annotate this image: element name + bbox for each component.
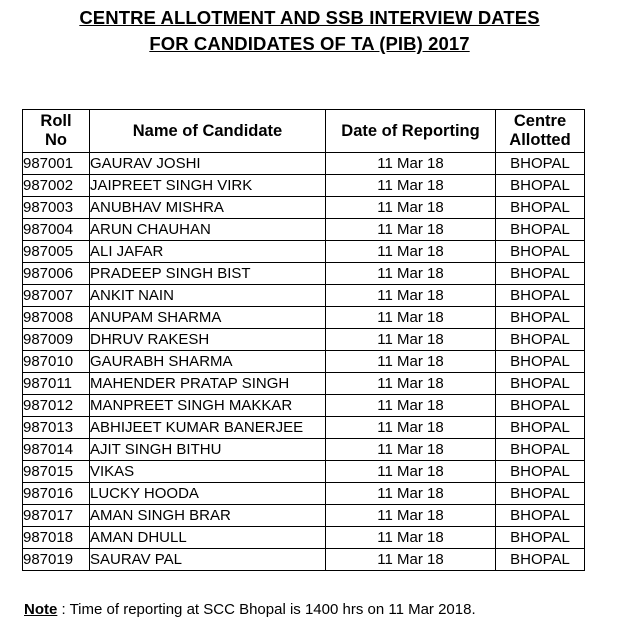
table-row bbox=[23, 307, 585, 329]
reporting-date-cell: 11 Mar 18 bbox=[326, 549, 496, 571]
table-row bbox=[23, 461, 585, 483]
roll-no-cell: 987006 bbox=[23, 263, 90, 285]
table-row bbox=[23, 395, 585, 417]
centre-cell: BHOPAL bbox=[496, 417, 585, 439]
centre-cell: BHOPAL bbox=[496, 285, 585, 307]
roll-no-cell: 987007 bbox=[23, 285, 90, 307]
roll-no-cell: 987004 bbox=[23, 219, 90, 241]
reporting-date-cell: 11 Mar 18 bbox=[326, 483, 496, 505]
column-header-roll-no bbox=[23, 110, 90, 153]
table-row bbox=[23, 329, 585, 351]
centre-cell: BHOPAL bbox=[496, 439, 585, 461]
column-header-date: Date of Reporting bbox=[326, 110, 496, 153]
centre-header-line-1: Centre bbox=[513, 112, 567, 130]
roll-no-cell: 987011 bbox=[23, 373, 90, 395]
centre-cell: BHOPAL bbox=[496, 263, 585, 285]
roll-no-cell: 987012 bbox=[23, 395, 90, 417]
reporting-date-cell: 11 Mar 18 bbox=[326, 373, 496, 395]
centre-cell: BHOPAL bbox=[496, 307, 585, 329]
reporting-date-cell: 11 Mar 18 bbox=[326, 461, 496, 483]
centre-cell: BHOPAL bbox=[496, 351, 585, 373]
candidate-name-cell: SAURAV PAL bbox=[90, 549, 326, 571]
candidate-name-cell: DHRUV RAKESH bbox=[90, 329, 326, 351]
candidate-name-cell: AJIT SINGH BITHU bbox=[90, 439, 326, 461]
page-title-line-1: CENTRE ALLOTMENT AND SSB INTERVIEW DATES bbox=[79, 7, 540, 28]
candidate-name-cell: VIKAS bbox=[90, 461, 326, 483]
centre-cell: BHOPAL bbox=[496, 505, 585, 527]
roll-no-cell: 987013 bbox=[23, 417, 90, 439]
roll-no-cell: 987001 bbox=[23, 153, 90, 175]
note-label: Note bbox=[24, 601, 58, 618]
roll-no-cell: 987019 bbox=[23, 549, 90, 571]
reporting-date-cell: 11 Mar 18 bbox=[326, 153, 496, 175]
centre-cell: BHOPAL bbox=[496, 197, 585, 219]
centre-cell: BHOPAL bbox=[496, 241, 585, 263]
centre-cell: BHOPAL bbox=[496, 329, 585, 351]
roll-no-cell: 987018 bbox=[23, 527, 90, 549]
reporting-date-cell: 11 Mar 18 bbox=[326, 197, 496, 219]
reporting-date-cell: 11 Mar 18 bbox=[326, 263, 496, 285]
centre-cell: BHOPAL bbox=[496, 395, 585, 417]
candidate-name-cell: ANUBHAV MISHRA bbox=[90, 197, 326, 219]
table-row bbox=[23, 175, 585, 197]
centre-header-line-2: Allotted bbox=[509, 131, 571, 149]
candidate-name-cell: ANUPAM SHARMA bbox=[90, 307, 326, 329]
roll-header-line-1: Roll bbox=[40, 112, 72, 130]
reporting-date-cell: 11 Mar 18 bbox=[326, 307, 496, 329]
table-row bbox=[23, 527, 585, 549]
candidate-name-cell: GAURAV JOSHI bbox=[90, 153, 326, 175]
roll-no-cell: 987009 bbox=[23, 329, 90, 351]
reporting-date-cell: 11 Mar 18 bbox=[326, 219, 496, 241]
centre-cell: BHOPAL bbox=[496, 527, 585, 549]
reporting-date-cell: 11 Mar 18 bbox=[326, 527, 496, 549]
table-row bbox=[23, 439, 585, 461]
table-row bbox=[23, 373, 585, 395]
roll-no-cell: 987010 bbox=[23, 351, 90, 373]
table-row bbox=[23, 417, 585, 439]
roll-no-cell: 987002 bbox=[23, 175, 90, 197]
centre-cell: BHOPAL bbox=[496, 153, 585, 175]
centre-cell: BHOPAL bbox=[496, 461, 585, 483]
roll-header-line-2: No bbox=[45, 131, 67, 149]
roll-no-cell: 987005 bbox=[23, 241, 90, 263]
column-header-centre bbox=[496, 110, 585, 153]
candidate-name-cell: MANPREET SINGH MAKKAR bbox=[90, 395, 326, 417]
table-body bbox=[23, 153, 585, 571]
reporting-date-cell: 11 Mar 18 bbox=[326, 175, 496, 197]
reporting-date-cell: 11 Mar 18 bbox=[326, 241, 496, 263]
roll-no-cell: 987017 bbox=[23, 505, 90, 527]
candidate-name-cell: AMAN SINGH BRAR bbox=[90, 505, 326, 527]
reporting-date-cell: 11 Mar 18 bbox=[326, 417, 496, 439]
table-row bbox=[23, 241, 585, 263]
table-row bbox=[23, 285, 585, 307]
table-row bbox=[23, 219, 585, 241]
candidate-name-cell: LUCKY HOODA bbox=[90, 483, 326, 505]
footer-note bbox=[24, 601, 476, 618]
centre-cell: BHOPAL bbox=[496, 549, 585, 571]
roll-no-cell: 987008 bbox=[23, 307, 90, 329]
roll-no-cell: 987015 bbox=[23, 461, 90, 483]
table-row bbox=[23, 483, 585, 505]
centre-cell: BHOPAL bbox=[496, 175, 585, 197]
table-row bbox=[23, 505, 585, 527]
table-row bbox=[23, 197, 585, 219]
centre-cell: BHOPAL bbox=[496, 219, 585, 241]
column-header-name: Name of Candidate bbox=[90, 110, 326, 153]
note-text: : Time of reporting at SCC Bhopal is 1400 hrs on 11 Mar 2018. bbox=[57, 601, 476, 618]
roll-no-cell: 987016 bbox=[23, 483, 90, 505]
reporting-date-cell: 11 Mar 18 bbox=[326, 395, 496, 417]
roll-no-cell: 987003 bbox=[23, 197, 90, 219]
reporting-date-cell: 11 Mar 18 bbox=[326, 285, 496, 307]
candidate-table bbox=[22, 109, 585, 571]
candidate-name-cell: ABHIJEET KUMAR BANERJEE bbox=[90, 417, 326, 439]
candidate-name-cell: ANKIT NAIN bbox=[90, 285, 326, 307]
centre-cell: BHOPAL bbox=[496, 373, 585, 395]
reporting-date-cell: 11 Mar 18 bbox=[326, 329, 496, 351]
table-row bbox=[23, 351, 585, 373]
table-row bbox=[23, 153, 585, 175]
table-row bbox=[23, 263, 585, 285]
roll-no-cell: 987014 bbox=[23, 439, 90, 461]
candidate-name-cell: JAIPREET SINGH VIRK bbox=[90, 175, 326, 197]
candidate-name-cell: ALI JAFAR bbox=[90, 241, 326, 263]
reporting-date-cell: 11 Mar 18 bbox=[326, 351, 496, 373]
page-title-line-2: FOR CANDIDATES OF TA (PIB) 2017 bbox=[149, 33, 470, 54]
reporting-date-cell: 11 Mar 18 bbox=[326, 439, 496, 461]
candidate-name-cell: GAURABH SHARMA bbox=[90, 351, 326, 373]
centre-cell: BHOPAL bbox=[496, 483, 585, 505]
table-row bbox=[23, 549, 585, 571]
reporting-date-cell: 11 Mar 18 bbox=[326, 505, 496, 527]
table-header-row bbox=[23, 110, 585, 153]
candidate-name-cell: PRADEEP SINGH BIST bbox=[90, 263, 326, 285]
candidate-name-cell: AMAN DHULL bbox=[90, 527, 326, 549]
candidate-name-cell: MAHENDER PRATAP SINGH bbox=[90, 373, 326, 395]
candidate-name-cell: ARUN CHAUHAN bbox=[90, 219, 326, 241]
